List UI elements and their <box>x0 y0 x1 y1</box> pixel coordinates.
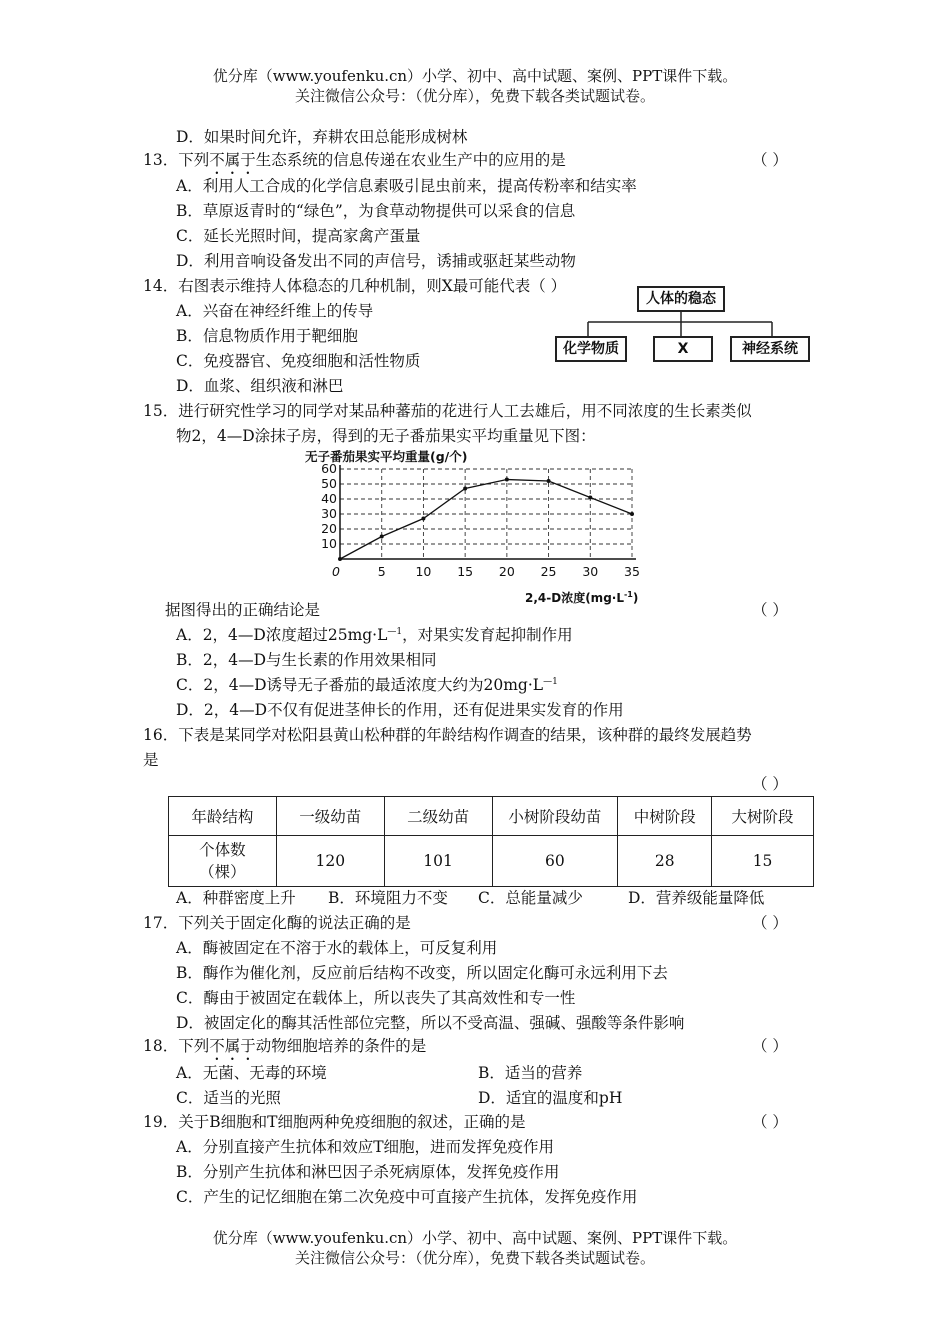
q19-stem: 19．关于B细胞和T细胞两种免疫细胞的叙述，正确的是 <box>143 1113 526 1131</box>
chart-y-tick-label: 60 <box>321 461 337 476</box>
chart-grid <box>340 469 632 559</box>
diagram-root-box: 人体的稳态 <box>637 286 725 312</box>
q15-stem-line-2: 物2，4—D涂抹子房，得到的无子番茄果实平均重量见下图： <box>176 427 596 445</box>
q16-option-b: B．环境阻力不变 <box>328 889 448 907</box>
chart-data-point <box>630 512 634 516</box>
chart-data-point <box>463 487 467 491</box>
chart-data-point <box>547 479 551 483</box>
q17-option-c: C．酶由于被固定在载体上，所以丧失了其高效性和专一性 <box>176 989 576 1007</box>
q19-option-b: B．分别产生抗体和淋巴因子杀死病原体，发挥免疫作用 <box>176 1163 560 1181</box>
q17-answer-paren[interactable]: （ ） <box>752 914 788 932</box>
age-structure-table <box>168 796 814 887</box>
q19-answer-paren[interactable]: （ ） <box>752 1113 788 1131</box>
q18-stem <box>143 1036 426 1064</box>
q18-stem-post: 动物细胞培养的条件的是 <box>255 1037 427 1055</box>
q18-stem-pre: 下列 <box>178 1037 210 1055</box>
chart-points <box>338 478 634 562</box>
chart-y-ticks <box>321 461 337 551</box>
chart-y-tick-label: 40 <box>321 491 337 506</box>
footer-line-2: 关注微信公众号：（优分库），免费下载各类试题试卷。 <box>294 1249 655 1267</box>
table-cell: 15 <box>712 836 814 887</box>
chart-x-tick-label: 35 <box>624 564 640 579</box>
q14-option-d: D．血浆、组织液和淋巴 <box>176 377 344 395</box>
q19-option-c: C．产生的记忆细胞在第二次免疫中可直接产生抗体，发挥免疫作用 <box>176 1188 638 1206</box>
chart-x-tick-label: 25 <box>540 564 557 579</box>
q13-stem <box>143 150 566 178</box>
chart-x-ticks <box>332 564 640 579</box>
q18-option-b: B．适当的营养 <box>478 1064 583 1082</box>
chart-series-line <box>340 480 632 560</box>
table-cell: 101 <box>384 836 492 887</box>
q14-option-a: A．兴奋在神经纤维上的传导 <box>176 302 374 320</box>
row-label-line-1: 个体数 <box>199 841 246 859</box>
q17-option-b: B．酶作为催化剂，反应前后结构不改变，所以固定化酶可永远利用下去 <box>176 964 668 982</box>
table-row-label <box>169 836 277 887</box>
chart-x-label-close: ) <box>632 591 639 605</box>
header-line-2: 关注微信公众号：（优分库），免费下载各类试题试卷。 <box>294 87 655 105</box>
chart-y-tick-label: 10 <box>321 536 337 551</box>
diagram-chemical-box: 化学物质 <box>555 336 627 362</box>
q15-conclusion: 据图得出的正确结论是 <box>165 601 321 619</box>
chart-x-tick-label: 30 <box>582 564 599 579</box>
chart-x-label-sup: -1 <box>623 590 633 599</box>
q15-option-c <box>176 675 558 695</box>
chart-y-tick-label: 50 <box>321 476 337 491</box>
q13-option-a: A．利用人工合成的化学信息素吸引昆虫前来，提高传粉率和结实率 <box>176 177 637 195</box>
q18-option-c: C．适当的光照 <box>176 1089 281 1107</box>
q15-answer-paren[interactable]: （ ） <box>752 601 788 619</box>
q19-option-a: A．分别直接产生抗体和效应T细胞，进而发挥免疫作用 <box>176 1138 555 1156</box>
q13-stem-emphasis: 不属于 <box>209 151 256 169</box>
table-header-cell: 小树阶段幼苗 <box>492 797 618 836</box>
q16-option-d: D．营养级能量降低 <box>628 889 765 907</box>
q15-option-a-text: A．2，4—D浓度超过25mg·L <box>176 626 388 644</box>
q15-option-a-tail: ，对果实发育起抑制作用 <box>402 626 573 644</box>
chart-data-point <box>380 535 384 539</box>
q18-number: 18． <box>143 1037 179 1055</box>
diagram-nervous-box: 神经系统 <box>730 336 810 362</box>
chart-y-tick-label: 30 <box>321 506 337 521</box>
table-header-row <box>169 797 814 836</box>
q15-stem-line-1: 15．进行研究性学习的同学对某品种蕃茄的花进行人工去雄后，用不同浓度的生长素类似 <box>143 402 752 420</box>
q15-option-a <box>176 625 573 645</box>
q15-option-b: B．2，4—D与生长素的作用效果相同 <box>176 651 437 669</box>
table-row <box>169 836 814 887</box>
q14-option-b: B．信息物质作用于靶细胞 <box>176 327 358 345</box>
q14-stem: 14．右图表示维持人体稳态的几种机制，则X最可能代表（ ） <box>143 277 567 295</box>
q12-option-d: D．如果时间允许，弃耕农田总能形成树林 <box>176 128 468 146</box>
chart-x-tick-label: 15 <box>457 564 474 579</box>
row-label-line-2: （棵） <box>199 863 246 881</box>
q14-option-c: C．免疫器官、免疫细胞和活性物质 <box>176 352 421 370</box>
chart-data-point <box>505 478 509 482</box>
chart-data-point <box>338 557 342 561</box>
q16-stem-line-1: 16．下表是某同学对松阳县黄山松种群的年龄结构作调查的结果，该种群的最终发展趋势 <box>143 726 752 744</box>
q18-option-a: A．无菌、无毒的环境 <box>176 1064 327 1082</box>
q13-stem-pre: 下列 <box>178 151 210 169</box>
q13-answer-paren[interactable]: （ ） <box>752 151 788 169</box>
table-header-cell: 一级幼苗 <box>276 797 384 836</box>
table-cell: 120 <box>276 836 384 887</box>
q16-answer-paren[interactable]: （ ） <box>752 775 788 793</box>
table-header-cell: 大树阶段 <box>712 797 814 836</box>
q13-option-b: B．草原返青时的“绿色”，为食草动物提供可以采食的信息 <box>176 202 576 220</box>
chart-title: 无子番茄果实平均重量(g/个) <box>305 449 468 464</box>
q17-stem: 17．下列关于固定化酶的说法正确的是 <box>143 914 411 932</box>
q17-option-d: D．被固定化的酶其活性部位完整，所以不受高温、强碱、强酸等条件影响 <box>176 1014 685 1032</box>
q13-option-d: D．利用音响设备发出不同的声信号，诱捕或驱赶某些动物 <box>176 252 576 270</box>
diagram-x-box: X <box>653 336 713 362</box>
table-header-cell: 中树阶段 <box>618 797 712 836</box>
footer-line-1: 优分库（www.youfenku.cn）小学、初中、高中试题、案例、PPT课件下载。 <box>212 1229 738 1247</box>
chart-x-tick-label: 20 <box>498 564 515 579</box>
table-header-cell: 年龄结构 <box>169 797 277 836</box>
header-line-1: 优分库（www.youfenku.cn）小学、初中、高中试题、案例、PPT课件下载。 <box>212 67 738 85</box>
q16-option-a: A．种群密度上升 <box>176 889 296 907</box>
tomato-weight-chart <box>300 446 670 610</box>
table-header-cell: 二级幼苗 <box>384 797 492 836</box>
chart-x-tick-label: 5 <box>377 564 386 579</box>
chart-x-label <box>525 590 638 605</box>
q16-stem-line-2: 是 <box>143 751 159 769</box>
q18-stem-emphasis: 不属于 <box>209 1037 256 1055</box>
q15-option-c-text: C．2，4—D诱导无子番茄的最适浓度大约为20mg·L <box>176 676 544 694</box>
q18-answer-paren[interactable]: （ ） <box>752 1037 788 1055</box>
q15-option-d: D．2，4—D不仅有促进茎伸长的作用，还有促进果实发育的作用 <box>176 701 624 719</box>
chart-y-tick-label: 20 <box>321 521 337 536</box>
q13-stem-post: 生态系统的信息传递在农业生产中的应用的是 <box>255 151 566 169</box>
chart-data-point <box>588 496 592 500</box>
q13-option-c: C．延长光照时间，提高家禽产蛋量 <box>176 227 421 245</box>
table-cell: 28 <box>618 836 712 887</box>
q17-option-a: A．酶被固定在不溶于水的载体上，可反复利用 <box>176 939 498 957</box>
q18-option-d: D．适宜的温度和pH <box>478 1089 623 1107</box>
q16-option-c: C．总能量减少 <box>478 889 583 907</box>
q15-option-c-sup: —1 <box>543 676 558 687</box>
chart-x-tick-label: 10 <box>415 564 432 579</box>
chart-data-point <box>421 517 425 521</box>
q15-option-a-sup: —1 <box>387 626 403 637</box>
chart-x-tick-label: 0 <box>332 564 340 579</box>
table-cell: 60 <box>492 836 618 887</box>
chart-x-label-main: 2,4-D浓度(mg·L <box>525 591 624 605</box>
q13-number: 13． <box>143 151 179 169</box>
